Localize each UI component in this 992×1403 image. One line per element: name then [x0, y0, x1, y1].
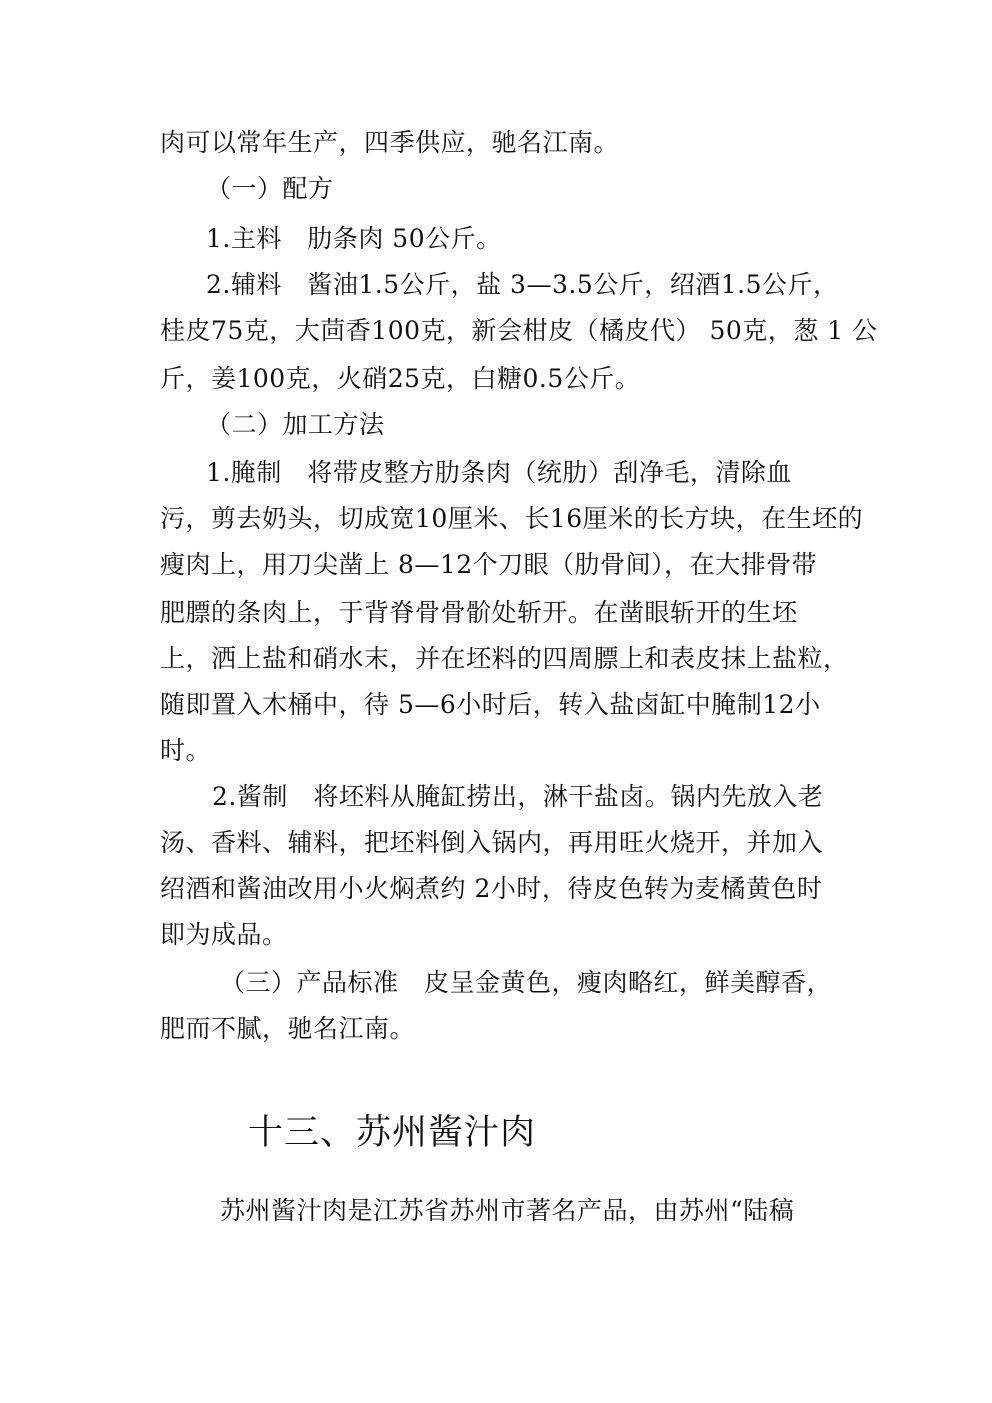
text-line-intro: 苏州酱汁肉是江苏省苏州市著名产品，由苏州“陆稿 [220, 1196, 795, 1225]
text-line-sauce-1: 2.酱制 将坯料从腌缸捞出，淋干盐卤。锅内先放入老 [212, 782, 824, 811]
text-line-curing-4: 肥膘的条肉上，于背脊骨骨骱处斩开。在凿眼斩开的生坯 [160, 598, 798, 627]
text-line-standard-1: （三）产品标准 皮呈金黄色，瘦肉略红，鲜美醇香， [220, 968, 833, 997]
text-line-sauce-3: 绍酒和酱油改用小火焖煮约 2小时，待皮色转为麦橘黄色时 [160, 874, 823, 903]
text-line-curing-5: 上，洒上盐和硝水末，并在坯料的四周膘上和表皮抹上盐粒， [160, 644, 849, 673]
text-line-curing-7: 时。 [160, 736, 212, 765]
text-line-curing-1: 1.腌制 将带皮整方肋条肉（统肋）刮净毛，清除血 [206, 458, 792, 487]
text-line-1: 肉可以常年生产，四季供应，驰名江南。 [160, 128, 620, 157]
text-line-aux-1: 2.辅料 酱油1.5公斤，盐 3—3.5公斤，绍酒1.5公斤， [206, 270, 839, 299]
text-line-main-ingredient: 1.主料 肋条肉 50公斤。 [206, 224, 502, 253]
text-line-standard-2: 肥而不腻，驰名江南。 [160, 1014, 416, 1043]
text-line-curing-3: 瘦肉上，用刀尖凿上 8—12个刀眼（肋骨间），在大排骨带 [160, 550, 818, 579]
text-line-aux-3: 斤，姜100克，火硝25克，白糖0.5公斤。 [160, 364, 641, 393]
text-line-aux-2: 桂皮75克，大茴香100克，新会柑皮（橘皮代） 50克，葱 1 公 [160, 316, 878, 345]
text-line-curing-6: 随即置入木桶中，待 5—6小时后，转入盐卤缸中腌制12小 [160, 690, 821, 719]
text-line-sauce-2: 汤、香料、辅料，把坯料倒入锅内，再用旺火烧开，并加入 [160, 828, 824, 857]
section-title: 十三、苏州酱汁肉 [248, 1113, 537, 1153]
subheading-formula: （一）配方 [206, 174, 334, 203]
subheading-process: （二）加工方法 [206, 410, 385, 439]
text-line-curing-2: 污，剪去奶头，切成宽10厘米、长16厘米的长方块，在生坯的 [160, 504, 864, 533]
text-line-sauce-4: 即为成品。 [160, 920, 288, 949]
